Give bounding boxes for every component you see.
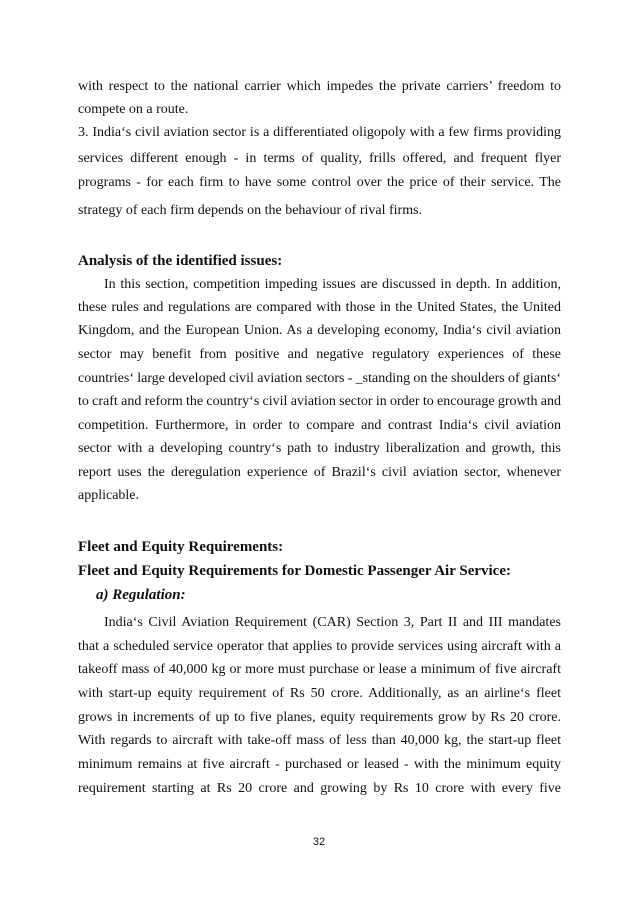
text-line-content: with respect to the national carrier which impedes the private carriers’ freedom to [78, 79, 561, 94]
text-line-content: 3. India‘s civil aviation sector is a differentiated oligopoly with a few firms providing [78, 125, 561, 140]
text-line-content: takeoff mass of 40,000 kg or more must purchase or lease a minimum of five aircraft [78, 662, 561, 677]
text-line [78, 487, 561, 505]
text-line [78, 709, 561, 727]
text-line-content: Kingdom, and the European Union. As a developing economy, India‘s civil aviation [78, 323, 561, 338]
section-heading [78, 538, 561, 556]
text-line-content: sector with a developing country‘s path to industry liberalization and growth, this [78, 441, 561, 456]
text-line-content: services different enough - in terms of quality, frills offered, and frequent flyer [78, 151, 561, 166]
text-line [78, 756, 561, 774]
text-line [78, 464, 561, 482]
text-line [78, 124, 561, 142]
text-line-content: compete on a route. [78, 102, 189, 117]
text-line-content: With regards to aircraft with take-off mass of less than 40,000 kg, the start-up fleet [78, 733, 561, 748]
page-number: 32 [312, 836, 326, 848]
text-line-content: with start-up equity requirement of Rs 50 crore. Additionally, as an airline‘s fleet [78, 686, 561, 701]
text-line-content: to craft and reform the country‘s civil aviation sector in order to encourage growth and [78, 394, 561, 409]
text-line [78, 417, 561, 435]
text-line-content: In this section, competition impeding issues are discussed in depth. In addition, [104, 277, 561, 292]
text-line [78, 299, 561, 317]
text-line [78, 661, 561, 679]
text-line [78, 780, 561, 798]
text-line-content: report uses the deregulation experience of Brazil‘s civil aviation sector, whenever [78, 465, 561, 480]
text-line [78, 638, 561, 656]
text-line [78, 202, 561, 220]
text-line [104, 276, 561, 294]
text-line-content: minimum remains at five aircraft - purchased or leased - with the minimum equity [78, 757, 561, 772]
text-line [78, 150, 561, 168]
text-line-content: applicable. [78, 488, 140, 503]
section-heading [78, 252, 561, 270]
text-line [78, 174, 561, 192]
text-line [78, 685, 561, 703]
text-line-content: that a scheduled service operator that applies to provide services using aircraft with a [78, 639, 561, 654]
text-line [78, 370, 561, 388]
text-line-content: sector may benefit from positive and negative regulatory experiences of these [78, 347, 561, 362]
text-line-content: grows in increments of up to five planes, equity requirements grow by Rs 20 crore. [78, 710, 561, 725]
text-line [104, 614, 561, 632]
text-line-content: competition. Furthermore, in order to compare and contrast India‘s civil aviation [78, 418, 561, 433]
text-line [78, 393, 561, 411]
text-line-content: strategy of each firm depends on the behaviour of rival firms. [78, 203, 423, 218]
section-heading [78, 562, 561, 580]
text-line-content: Fleet and Equity Requirements for Domestic Passenger Air Service: [78, 563, 511, 579]
text-line-content: India‘s Civil Aviation Requirement (CAR) Section 3, Part II and III mandates [104, 615, 561, 630]
text-line-content: a) Regulation: [96, 587, 186, 603]
text-line [78, 322, 561, 340]
text-line-content: Analysis of the identified issues: [78, 253, 283, 269]
text-line-content: programs - for each firm to have some control over the price of their service. The [78, 175, 561, 190]
text-line-content: Fleet and Equity Requirements: [78, 539, 284, 555]
section-heading [96, 586, 579, 604]
text-line [78, 440, 561, 458]
text-line [78, 346, 561, 364]
text-line [78, 732, 561, 750]
text-line [78, 78, 561, 96]
text-line-content: countries‘ large developed civil aviation sectors - _standing on the shoulders of giants‘ [78, 371, 561, 386]
text-line [78, 101, 561, 119]
text-line-content: requirement starting at Rs 20 crore and growing by Rs 10 crore with every five [78, 781, 561, 796]
text-line-content: these rules and regulations are compared with those in the United States, the United [78, 300, 561, 315]
